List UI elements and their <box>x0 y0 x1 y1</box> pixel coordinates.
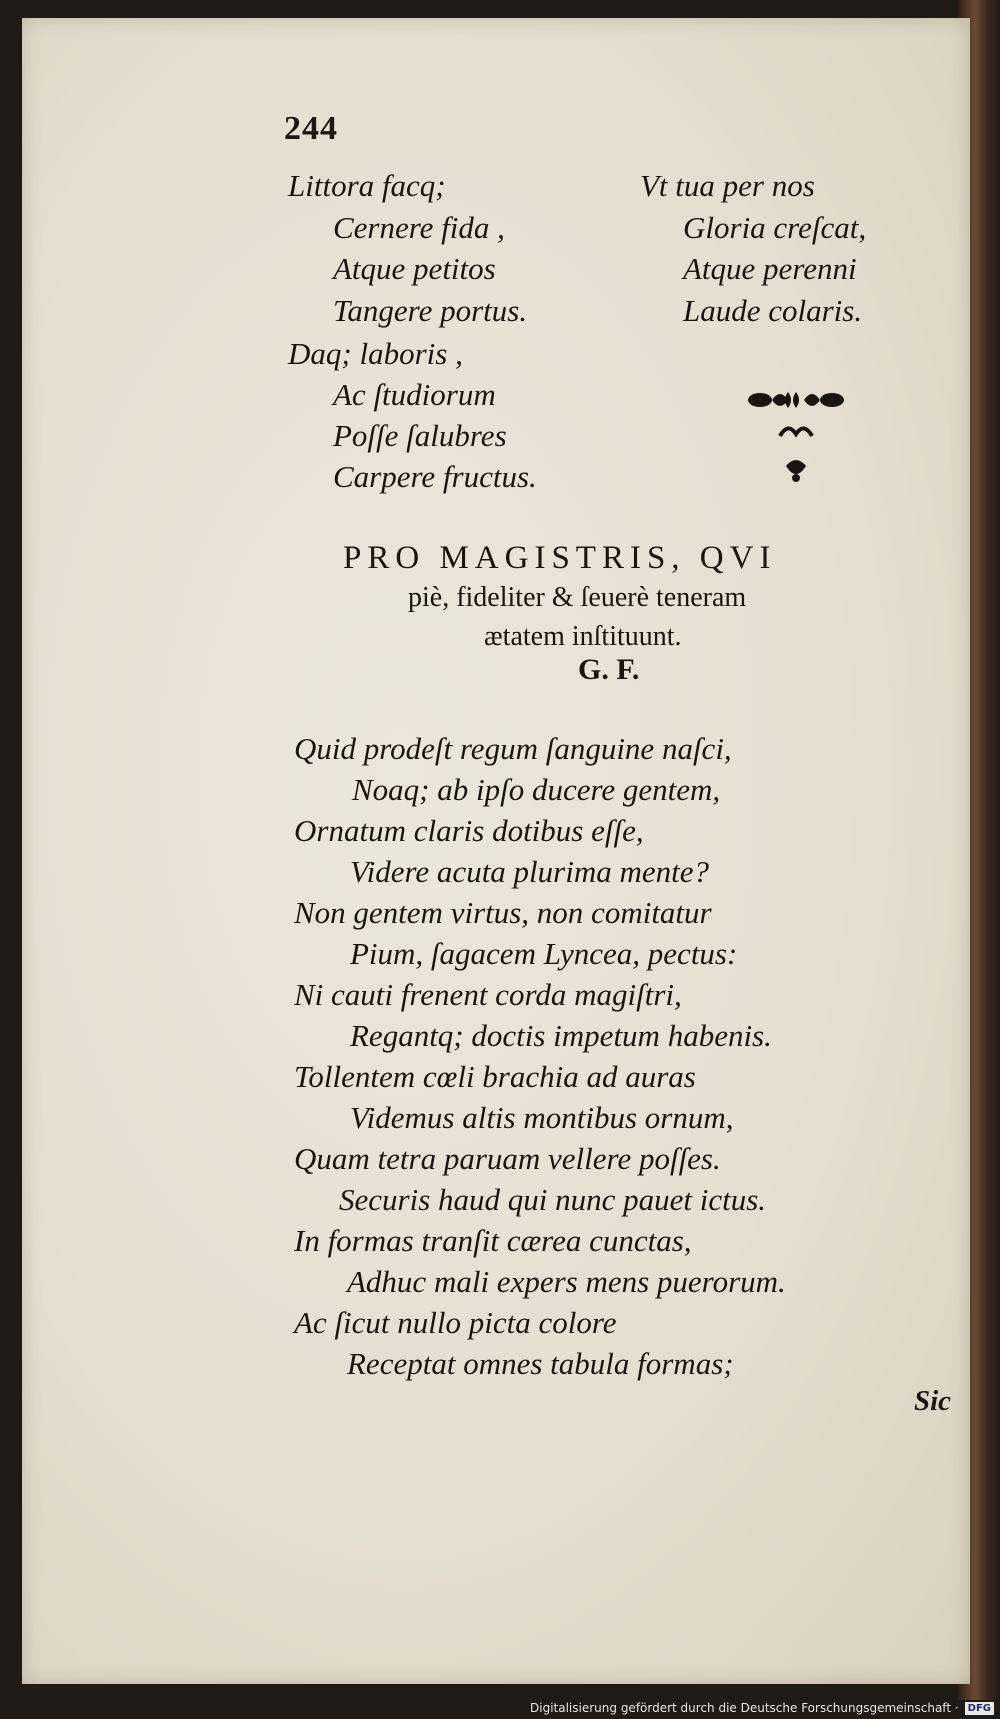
fleuron-ornament-icon <box>738 380 858 490</box>
catchword: Sic <box>914 1385 952 1417</box>
verse-line: Ac ſtudiorum <box>333 377 496 412</box>
verse-line: Quam tetra paruam vellere poſſes. <box>294 1141 721 1176</box>
verse-line: Ornatum claris dotibus eſſe, <box>294 813 644 848</box>
verse-line: Littora facq; <box>288 168 446 203</box>
verse-line: Laude colaris. <box>683 293 863 328</box>
verse-line: Poſſe ſalubres <box>333 418 507 453</box>
verse-line: Adhuc mali expers mens puerorum. <box>347 1264 786 1299</box>
author-initials: G. F. <box>578 653 640 686</box>
verse-line: Ac ſicut nullo picta colore <box>294 1305 617 1340</box>
verse-line: Pium, ſagacem Lyncea, pectus: <box>350 936 738 971</box>
verse-line: Daq; laboris , <box>288 336 463 371</box>
verse-line: Securis haud qui nunc pauet ictus. <box>339 1182 767 1217</box>
footer-credit: Digitalisierung gefördert durch die Deutsche Forschungsgemeinschaft · <box>530 1701 959 1715</box>
verse-line: Atque perenni <box>683 251 857 286</box>
verse-line: Tangere portus. <box>333 293 528 328</box>
section-subheading: ætatem inſtituunt. <box>484 621 682 652</box>
verse-line: Tollentem cœli brachia ad auras <box>294 1059 696 1094</box>
dfg-logo-icon: DFG <box>965 1702 994 1715</box>
verse-line: Quid prodeſt regum ſanguine naſci, <box>294 731 732 766</box>
verse-line: Carpere fructus. <box>333 459 537 494</box>
verse-line: Cernere fida , <box>333 210 505 245</box>
verse-line: Videmus altis montibus ornum, <box>350 1100 734 1135</box>
verse-line: Non gentem virtus, non comitatur <box>294 895 712 930</box>
verse-line: Gloria creſcat, <box>683 210 867 245</box>
verse-line: Regantq; doctis impetum habenis. <box>350 1018 772 1053</box>
verse-line: In formas tranſit cærea cunctas, <box>294 1223 692 1258</box>
verse-line: Receptat omnes tabula formas; <box>347 1346 734 1381</box>
section-heading: PRO MAGISTRIS, QVI <box>343 540 777 576</box>
verse-line: Noaq; ab ipſo ducere gentem, <box>352 772 721 807</box>
digitization-footer <box>530 1697 1000 1719</box>
verse-line: Videre acuta plurima mente? <box>350 854 709 889</box>
verse-line: Ni cauti frenent corda magiſtri, <box>294 977 682 1012</box>
section-subheading: piè, fideliter & ſeuerè teneram <box>408 582 747 613</box>
verse-line: Vt tua per nos <box>640 168 815 203</box>
page-number: 244 <box>284 110 338 147</box>
verse-line: Atque petitos <box>333 251 496 286</box>
